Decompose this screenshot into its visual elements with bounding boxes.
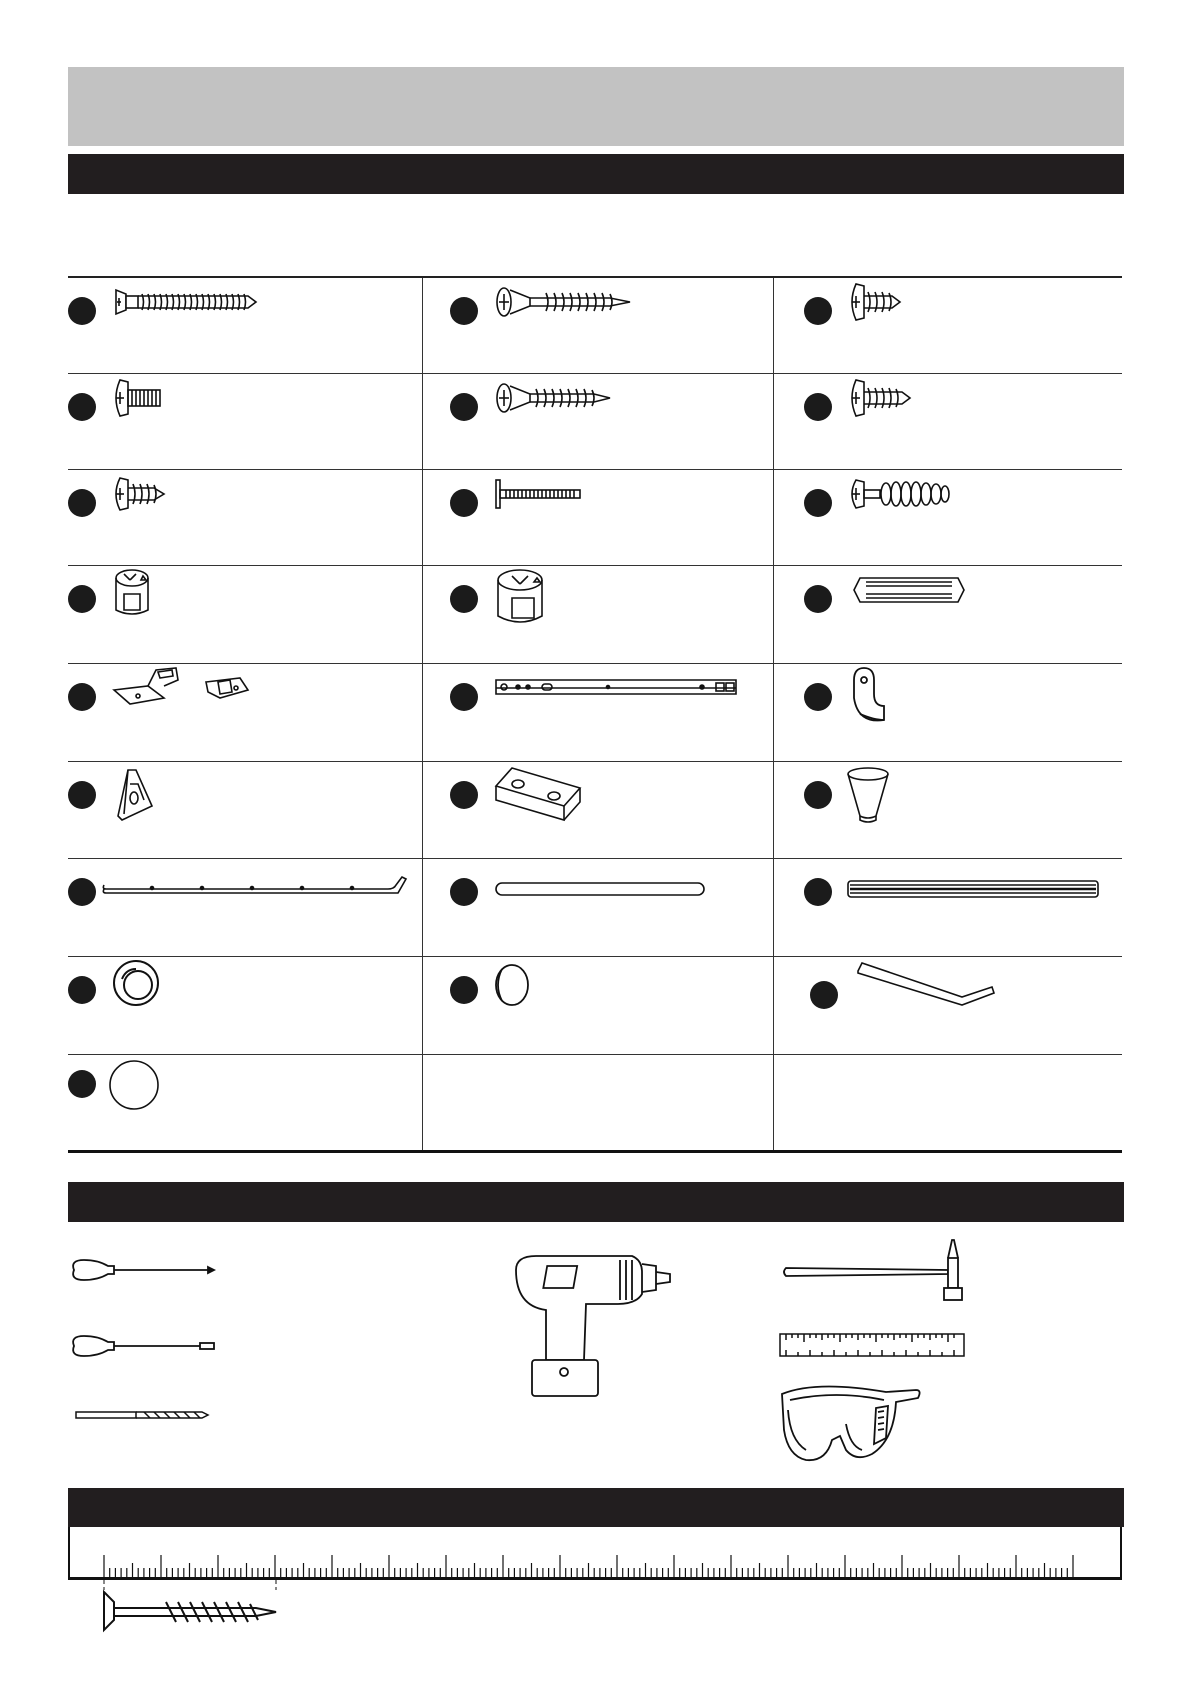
corner-bracket-icon <box>108 762 408 822</box>
hardware-cell <box>68 664 419 761</box>
round-sticker-icon <box>108 1055 408 1115</box>
item-marker <box>804 781 832 809</box>
item-marker <box>804 297 832 325</box>
item-marker <box>450 683 478 711</box>
item-marker <box>68 1070 96 1098</box>
item-marker <box>450 393 478 421</box>
hardware-cell <box>450 859 801 956</box>
item-marker <box>804 393 832 421</box>
flat-screwdriver-icon <box>68 1328 228 1364</box>
hardware-cell <box>804 859 1155 956</box>
hardware-cell <box>68 470 419 567</box>
hardware-cell <box>68 278 419 375</box>
hardware-cell <box>804 762 1155 859</box>
scale-section-bar <box>68 1488 1124 1527</box>
pan-head-screw-icon <box>844 374 1144 434</box>
cam-lock-small-icon <box>108 566 408 626</box>
wooden-dowel-icon <box>844 566 1144 626</box>
ruler-icon <box>778 1330 978 1360</box>
hardware-cell <box>804 470 1155 567</box>
shelf-block-icon <box>490 762 790 832</box>
item-marker <box>68 393 96 421</box>
connector-bolt-icon <box>490 470 790 530</box>
power-drill-icon <box>506 1250 686 1400</box>
cam-lock-large-icon <box>490 566 790 636</box>
hardware-cell <box>450 470 801 567</box>
cap-cover-icon <box>490 957 790 1017</box>
hardware-section-bar <box>68 154 1124 194</box>
item-marker <box>68 489 96 517</box>
dowel-cam-bolt-icon <box>844 470 1144 530</box>
long-flat-head-screw-icon <box>108 278 408 338</box>
item-marker <box>450 585 478 613</box>
item-marker <box>804 585 832 613</box>
hardware-cell <box>68 859 419 956</box>
hardware-cell <box>68 762 419 859</box>
drill-bit-icon <box>74 1406 214 1426</box>
hanging-rod-hook-icon <box>102 859 432 919</box>
tools-area <box>68 1222 1124 1488</box>
short-pan-head-screw-icon <box>844 278 1144 338</box>
medium-wood-screw-icon <box>490 374 790 434</box>
item-marker <box>450 781 478 809</box>
item-marker <box>68 297 96 325</box>
small-wafer-screw-icon <box>108 470 408 530</box>
item-marker <box>450 976 478 1004</box>
item-marker <box>68 683 96 711</box>
hardware-grid <box>68 276 1122 1153</box>
hardware-cell <box>804 664 1155 761</box>
washer-icon <box>108 957 408 1017</box>
safety-glasses-icon <box>776 1380 926 1470</box>
machine-screw-icon <box>108 374 408 434</box>
hardware-cell <box>68 374 419 471</box>
item-marker <box>804 878 832 906</box>
hardware-cell <box>804 278 1155 375</box>
item-marker <box>68 585 96 613</box>
reference-screw-icon <box>96 1580 296 1670</box>
drawer-slide-icon <box>490 664 790 724</box>
scale-ticks <box>70 1527 1120 1580</box>
phillips-screwdriver-icon <box>68 1252 228 1288</box>
hardware-cell <box>804 566 1155 663</box>
measuring-scale <box>68 1527 1122 1580</box>
item-marker <box>810 981 838 1009</box>
item-marker <box>68 976 96 1004</box>
rod-support-hook-icon <box>844 664 1144 734</box>
hammer-icon <box>778 1236 988 1306</box>
tools-section-bar <box>68 1182 1124 1222</box>
hardware-cell <box>804 374 1155 471</box>
round-bar-icon <box>490 859 790 919</box>
hinge-icon <box>108 664 408 724</box>
item-marker <box>804 683 832 711</box>
hardware-cell <box>68 1055 419 1152</box>
item-marker <box>450 297 478 325</box>
hardware-cell <box>68 566 419 663</box>
grid-divider <box>422 278 423 1150</box>
hardware-cell <box>450 374 801 471</box>
cone-knob-icon <box>844 762 1144 832</box>
hardware-cell <box>68 957 419 1054</box>
item-marker <box>450 878 478 906</box>
hardware-cell <box>804 957 1155 1054</box>
countersunk-wood-screw-icon <box>490 278 790 338</box>
hardware-cell <box>450 664 801 761</box>
track-rail-icon <box>844 859 1144 919</box>
hardware-cell <box>450 957 801 1054</box>
allen-key-icon <box>854 957 1154 1027</box>
hardware-cell <box>450 566 801 663</box>
hardware-cell <box>450 278 801 375</box>
item-marker <box>68 781 96 809</box>
title-band <box>68 67 1124 146</box>
item-marker <box>804 489 832 517</box>
item-marker <box>68 878 96 906</box>
item-marker <box>450 489 478 517</box>
hardware-cell <box>450 762 801 859</box>
